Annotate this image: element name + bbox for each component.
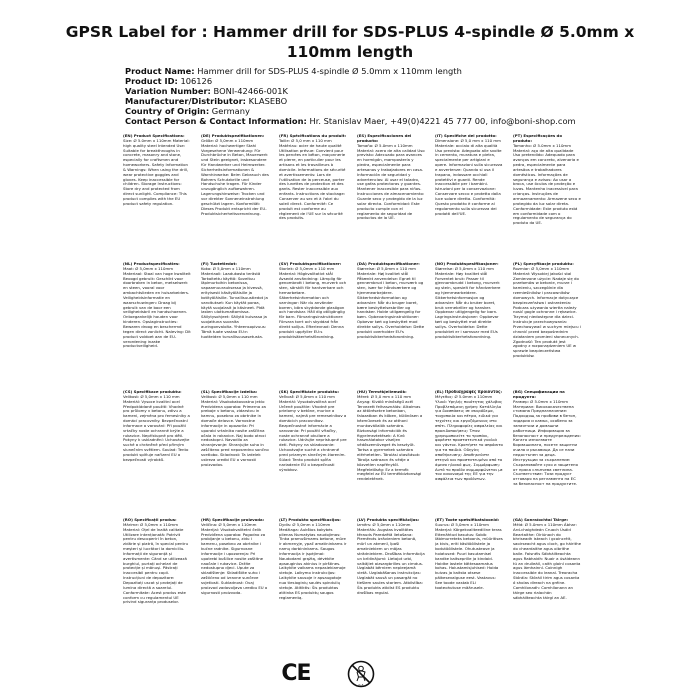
info-label: Variation Number: <box>125 86 211 96</box>
spec-text: Storlek: Ø 5,0mm x 110 mm Material: Högkvalitativt stål Avsedd användning: Lämplig för genombrott i betong, murverk och sten, särskilt för hantverkare och hemarbetare. Säkerhetsinformation och varningar: När du använder borren, bära skyddande glasögon och handskar. Håll dig otillgänglig för barn. Förvaringsinstruktioner: Förvara torrt och skyddad från direkt solljus. Efterlevnad: Denna produkt uppfyller EU:s produktsäkerhetsförordning. <box>279 265 347 339</box>
spec-text: Velikost: Ø 5,0mm x 110 mm Material: Visokokakovostno jeklo Predvidena uporaba: Primerno za preboje v betonu, zidarstvu in kamnu, posebno za obrtnike in domače delavce. Varnostne informacije in opozorila: Pri uporabi vrtalnika nosite zaščitna očala in rokavice. Naj bodo otroci nedostopni. Navodila za shranjevanje: Shranjujte suho in zaščiteno pred neposredno sončno svetlobo. Skladnost: Ta izdelek ustreza uredbi EU o varnosti proizvodov. <box>201 393 269 467</box>
spec-text: Størrelse: Ø 5,0mm x 110 mm Materiale: Høy kvalitet stål Forventet bruk: Passer til gjennombrudd i betong, murverk og stein, spesielt for håndverkere og hjemmearbeidere. Sikkerhetsinformasjon og advarsler: Når du bruker boret, bruk vernebriller og hansker. Oppbevar utilgjengelig for barn. Lagringsinstruksjoner: Oppbevar tørt og beskyttet mot direkte sollys. Overholdelse: Dette produktet er i samsvar med EUs produktsikkerhetsforordning. <box>435 265 501 339</box>
spec-block <box>357 518 425 636</box>
info-value: 106126 <box>180 76 213 86</box>
spec-heading: (FR) Spécifications du produit: <box>279 134 347 138</box>
spec-block <box>357 262 425 380</box>
spec-text: Dydis: Ø 5,0mm x 110mm Medžiaga: Aukštos kokybės plienas Numatytas naudojimas: Tinka pramušimams betone, mūre ir akmenyje, ypač amatininkams ir namų darbininkams. Saugos informacija ir įspėjimai: Naudodami grąžtą, dėvėkite apsauginius akinius ir pirštines. Laikykite vaikams nepasiekiamoje vietoje. Laikymo instrukcijos: Laikykite sausoje ir apsaugotoje nuo tiesioginių saulės spindulių vietoje. Atitiktis: Šis produktas atitinka ES produktų saugos reglamentą. <box>279 521 347 600</box>
info-label: Country of Origin: <box>125 106 210 116</box>
spec-text: Taille: Ø 5,0 mm x 110 mm Matériau: acier de haute qualité Utilisation prévue: Convient pour les percées en béton, maçonnerie et pierre, en particulier pour les artisans et les travailleurs à domicile. Informations de sécurité et avertissements: Lors de l'utilisation de la perceuse, porter des lunettes de protection et des gants. Rester inaccessible aux enfants. Instructions de stockage: Conserver au sec et à l'abri du soleil direct. Conformité: Ce produit est conforme au règlement de l'UE sur la sécurité des produits. <box>279 137 346 221</box>
spec-heading: (LT) Produkto specifikacijos: <box>279 518 341 522</box>
info-value: BONI-42466-001K <box>213 86 288 96</box>
spec-text: Méret: Ø 5,0 mm x 110 mm Anyag: Kiváló minőségű acél Tervezett felhasználás: Alkalmas az áttörésekre betonban, falazatban és kőben, különösen a kézművesek és az otthoni munkavállalók számára. Biztonsági információk és figyelmeztetések: A fúró használatakor viseljen védőszemüveget és kesztyűt. Tartsa a gyermekek számára elérhetetlen. Tárolási utasítások: Tárolja szárazon és védje a közvetlen napfénytől. Megfelelőség: Ez a termék megfelel az EU termékbiztonsági rendeletének. <box>357 393 423 482</box>
ce-mark: CE <box>281 661 311 686</box>
product-info <box>125 66 576 126</box>
spec-block <box>123 134 191 252</box>
spec-block <box>357 390 425 508</box>
spec-block <box>201 390 269 508</box>
spec-heading: (PT) Especificações do produto: <box>513 134 563 143</box>
info-label: Product ID: <box>125 76 178 86</box>
info-row <box>125 66 576 76</box>
spec-block <box>435 262 503 380</box>
spec-text: Μέγεθος: Ø 5.0mm x 110mm Υλικό: Υψηλής ποιότητας χάλυβας Προβλεπόμενη χρήση: Κατάλληλο για διασπάσεις σε σκυρόδεμα, τοιχοποιία και πέτρα, ειδικά για τεχνίτες και εργαζόμενους στο σπίτι. Πληροφορίες ασφαλείας και προειδοποιήσεις: Όταν χρησιμοποιείτε το τρυπάνι, φορέστε προστατευτικά γυαλιά και γάντια. Κρατήστε το απρόσιτο για τα παιδιά. Οδηγίες αποθήκευσης: Αποθηκεύστε στεγνό και προστατευμένο από το άμεσο ηλιακό φως. Συμμόρφωση: Αυτό το προϊόν συμμορφώνεται με τον κανονισμό της ΕΕ για την ασφάλεια των προϊόντων. <box>435 393 503 482</box>
spec-heading: (SK) Špecifikácie produktu: <box>279 390 340 394</box>
spec-text: Size: Ø 5.0mm x 110mm Material: high quality steel Intended Use: Suitable for breakthroughs in concrete, masonry and stone, especially for craftsmen and homeworkers. Safety Information & Warnings: When using the drill, wear protective goggles and gloves. Keep inaccessible for children. Storage Instructions: Store dry and protected from direct sunlight. Compliance: This product complies with the EU product safety regulation. <box>123 137 190 206</box>
spec-text: Størrelse: Ø 5,0mm x 110 mm Materiale: Høj kvalitet stål Påtænkt anvendelse: Egnet til gennembrud i beton, murværk og sten, især for håndværkere og hjemmearbejdere. Sikkerhedsinformation og advarsler: Når du bruger boret, bære beskyttelsesbriller og handsker. Holde utilgængelig for børn. Opbevaringsinstruktioner: Opbevar tørt og beskyttet mod direkte sollys. Overholdelse: Dette produkt overholder EU's produktsikkerhedsforordning. <box>357 265 425 339</box>
spec-block <box>513 262 581 380</box>
spec-heading: (DA) Produktspecifikationer: <box>357 262 420 266</box>
info-row <box>125 116 576 126</box>
info-row <box>125 96 576 106</box>
info-value: Hr. Stanislav Maer, +49(0)4221 45 777 00, info@boni-shop.com <box>309 116 576 126</box>
spec-block <box>279 262 347 380</box>
spec-text: Mărime: Ø 5,0mm x 110mm Material: Oțel de înaltă calitate Utilizare intenționată: Potrivit pentru descoperiri în beton, zidărie și piatră, în special pentru meșteri și lucrători la domiciliu. Informații de siguranță și avertismente: Când se utilizează burghiul, purtați ochelari de protecție și mănuși. Păstrați inaccesibil pentru copii. Instrucțiuni de depozitare: Depozitați uscat și protejați de lumina directă a soarelui. Conformitate: Acest produs este conform cu regulamentul UE privind siguranța produselor. <box>123 521 189 605</box>
info-row <box>125 106 576 116</box>
info-label: Product Name: <box>125 66 195 76</box>
spec-heading: (HU) Termékjellemzők: <box>357 390 407 394</box>
spec-block <box>357 134 425 252</box>
no-small-children-icon <box>347 660 375 688</box>
spec-heading: (EN) Product Specifications: <box>123 134 185 138</box>
spec-block <box>435 518 503 636</box>
spec-block <box>201 134 269 252</box>
info-row <box>125 76 576 86</box>
spec-block <box>279 134 347 252</box>
spec-heading: (PL) Specyfikacje produktu: <box>513 262 574 266</box>
spec-text: Dimensione: Ø 5,0 mm x 110 mm Materiale: acciaio di alta qualità Uso previsto: Adeguato alle svolte in cemento, muratura e pietra, specialmente per artigiani e opere. Informazioni sulla sicurezza e avvertenze: Quando si usa il trapano, indossare occhiali protettivi e guanti. Rende inaccessibile per i bambini. Istruzioni per la conservazione: Conservare secco e protetto dalla luce solare diretta. Conformità: Questo prodotto è conforme al regolamento sulla sicurezza dei prodotti dell'UE. <box>435 137 503 216</box>
spec-text: Méid: Ø 5.0mm x 110mm Ábhar: Ard-chaighdeán Cruach Úsáid Beartaithe: Oiriúnach do bhriseadh isteach i gcoincréit, saoirseacht agus cloch, go háirithe do cheardaithe agus oibrithe baile. Faisnéis Sábháilteachta agus Rabhaidh: Nuair a úsáideann tú an druileáil, caith gloiní cosanta agus lámhainní. Coinnigh inaccessible do leanaí. Treoracha Stórála: Stóráil tirim agus cosanta ó sholas díreach na gréine. Comhlíonadh: Comhlíonann an táirge seo rialachán sábháilteachta táirgí an AE. <box>513 521 581 600</box>
spec-text: Tamanho: Ø 5.0mm x 110mm Material: aço de alta qualidade Uso pretendido: Adequado para avanços em concreto, alvenaria e pedra, especialmente para artesãos e trabalhadores domésticos. Informações de segurança e avisos: Ao usar a broca, use óculos de proteção e luvas. Mantenha inacessível para crianças. Instruções de armazenamento: Armazene seco e protegido da luz solar direta. Conformidade: Este produto está em conformidade com o regulamento de segurança do produto da UE. <box>513 142 581 226</box>
spec-block <box>513 518 581 636</box>
spec-text: Veličina: Ø 5,0mm x 110mm Materijal: Visokokvalitetni čelik Predviđena uporaba: Pogodno za probijanje u betonu, zidu i kamenu, posebno za obrtnike i kućne radnike. Sigurnosne informacije i upozorenja: Pri upotrebi bušilice nosite zaštitne naočale i rukavice. Držite nedostupno djeci. Upute za skladištenje: Skladištite suho i zaštićeno od izravne sunčeve svjetlosti. Sukladnost: Ovaj proizvod zadovoljava uredbu EU o sigurnosti proizvoda. <box>201 521 268 595</box>
spec-heading: (DE) Produktspezifikationen: <box>201 134 265 138</box>
spec-heading: (SV) Produktspecifikationer: <box>279 262 342 266</box>
svg-text:0-3: 0-3 <box>358 683 364 687</box>
spec-heading: (NO) Produktspesifikasjoner: <box>435 262 499 266</box>
spec-text: Suurus: Ø 5,0mm x 110mm Materjal: Kõrgekvaliteediline teras Ettenähtud kasutus: Sobib läbimurreteks betoonis, müüritises ja kivis, eriti käsitöölistele ja kodutöölistele. Ohutusteave ja hoiatused: Puuri kasutamisel kandke kaitseprille ja kindaid. Hoidke lastele kättesaamatus kohas. Hoiustamisjuhised: Hoida kuivas ja kaitsta otsese päikesevalguse eest. Vastavus: See toode vastab ELi tooteohutuse määrusele. <box>435 521 503 590</box>
spec-heading: (IT) Specifiche del prodotto: <box>435 134 497 138</box>
spec-heading: (BG) Спецификации на продукта: <box>513 390 565 399</box>
info-value: Germany <box>211 106 250 116</box>
spec-block <box>201 262 269 380</box>
spec-text: Tamaño: Ø 5.0mm x 110mm Material: acero de alta calidad Uso previsto: Adecuado para avances en hormigón, mampostería y piedra, especialmente para artesanos y trabajadores en casa. Información de seguridad y advertencias: Al usar el taladro, use gafas protectoras y guantes. Mantener inaccesible para niños. Instrucciones de almacenamiento: Guarde seco y protegido de la luz solar directa. Conformidad: Este producto cumple con el reglamento de seguridad de productos de la UE. <box>357 142 425 221</box>
spec-heading: (FI) Tuotetiedot: <box>201 262 237 266</box>
spec-block <box>279 518 347 636</box>
spec-block <box>123 262 191 380</box>
spec-heading: (ET) Toote spetsifikatsioonid: <box>435 518 500 522</box>
spec-heading: (RO) Specificații produs: <box>123 518 177 522</box>
spec-block <box>513 134 581 252</box>
spec-block <box>279 390 347 508</box>
spec-text: Размер: Ø 5.0mm x 110mm Материал: Висококачествена стомана Предназначение: Подходящ за пробиви в бетон, зидария и камък, особено за занаятчии и домашни работници. Информация за безопасност и предупреждения: Когато използвате бормашината, носете защитни очила и ръкавици. Да се пази недостъпен за деца. Инструкции за съхранение: Съхранявайте сухо и защитено от пряка слънчева светлина. Съответствие: Този продукт отговаря на регламента на ЕС за безопасност на продуктите. <box>513 398 581 487</box>
spec-heading: (CS) Specifikace produktu: <box>123 390 182 394</box>
spec-block <box>123 390 191 508</box>
page-title: GPSR Label for : Hammer drill for SDS-PLUS 4-spindle Ø 5.0mm x 110mm length <box>65 23 635 61</box>
spec-text: Maat: Ø 5,0mm x 110mm Materiaal: Staal van hoge kwaliteit Beoogd gebruik: Geschikt voor doorbraken in beton, metselwerk en steen, vooral voor ambachtslieden en huisarbeiders. Veiligheidsinformatie en waarschuwingen: Draag bij gebruik van de boor een veiligheidsbril en handschoenen. Ontoegankelijk houden voor kinderen. Opslaginstructies: Bewaren droog en beschermd tegen direct zonlicht. Naleving: Dit product voldoet aan de EU-verordening inzake productveiligheid. <box>123 265 191 349</box>
info-label: Contact Person & Contact Information: <box>125 116 307 126</box>
info-value: Hammer drill for SDS-PLUS 4-spindle Ø 5.0mm x 110mm length <box>197 66 462 76</box>
spec-block <box>435 134 503 252</box>
spec-block <box>123 518 191 636</box>
info-row <box>125 86 576 96</box>
spec-text: Velikost: Ø 5,0mm x 110 mm Materiál: Vysoce kvalitní ocel Předpokládané použití: Vhodné pro průlomy v betonu, zdivu a kameni, zejména pro řemeslníky a domácí pracovníky. Bezpečnostní informace a varování: Při použití vrtačky noste ochranné brýle a rukavice. Nepřístupné pro děti. Pokyny k uskladnění: Uchovávejte suché a chráněné před přímým slunečním světlem. Soulad: Tento produkt splňuje nařízení EU o bezpečnosti výrobků. <box>123 393 190 462</box>
spec-heading: (GA) Sonraíochtaí Táirge: <box>513 518 569 522</box>
spec-block <box>435 390 503 508</box>
spec-heading: (EL) Προδιαγραφές προϊόντος: <box>435 390 502 394</box>
spec-block <box>201 518 269 636</box>
spec-heading: (LV) Produkta specifikācijas: <box>357 518 420 522</box>
spec-heading: (ES) Especificaciones del producto: <box>357 134 412 143</box>
spec-text: Größe: Ø 5,0mm x 110mm Material: hochwertiger Stahl Vorgesehene Verwendung: Für Durchbrüche in Beton, Mauerwerk und Stein geeignet, insbesondere für Handwerker und Heimwerker. Sicherheitsinformationen & Warnhinweise: Beim Gebrauch des Bohrers Schutzbrille und Handschuhe tragen. Für Kinder unzugänglich aufbewahren. Lagerungshinweise: Trocken und vor direkter Sonneneinstrahlung geschützt lagern. Konformität: Dieses Produkt entspricht der EU-Produktsicherheitsverordnung. <box>201 137 269 216</box>
spec-heading: (NL) Productspecificaties: <box>123 262 180 266</box>
spec-heading: (SL) Specifikacije izdelka: <box>201 390 258 394</box>
spec-heading: (HR) Specifikacije proizvoda: <box>201 518 265 522</box>
spec-text: Izmērs: Ø 5,0mm x 110mm Materiāls: Augstas kvalitātes tērauds Paredzētā lietošana: Piemērots izrāvieniem betonā, mūrī un akmenī, īpaši amatniekiem un mājas strādniekiem. Drošības informācija un brīdinājumi: Lietojot urbi, valkājiet aizsargbrilles un cimdus. Uzglabāt bērniem nepieejamā vietā. Uzglabāšanas instrukcijas: Uzglabāt sausā un pasargāt no tiešiem saules stariem. Atbilstība: Šis produkts atbilst ES produktu drošības regulai. <box>357 521 425 595</box>
info-value: KLASEBO <box>248 96 288 106</box>
spec-text: Koko: Ø 5,0mm x 110mm Materiaali: Laadukasta terästä Tarkoitettu käyttö: Soveltuu läpimurtoihin betonissa, vapaamuurauksessa ja kivessä, erityisesti käsityöläisille ja kotityöläisille. Turvallisuustiedot ja varoitukset: Kun käytät poraa, käytä suojalasit ja käsineet. Pidä lasten ulottumattomissa. Säilytysohjeet: Säilytä kuivassa ja suojattuna suoralta auringonvalolta. Yhteensopivuus: Tämä tuote vastaa EU:n tuotteiden turvallisuusasetusta. <box>201 265 268 339</box>
info-label: Manufacturer/Distributor: <box>125 96 247 106</box>
spec-text: Veľkosť: Ø 5,0mm x 110 mm Materiál: Vysokokvalitná oceľ Určené použitie: Vhodné pre prielomy v betóne, murive a kameni, najmä pre remeselníkov a domácich pracovníkov. Bezpečnostné informácie a varovania: Pri použití vŕtačky, noste ochranné okuliare a rukavice. Udržujte neprístupné pre deti. Pokyny na skladovanie: Uchovávajte suché a chránené pred priamym slnečným žiarením. Súlad: Tento produkt spĺňa nariadenie EÚ o bezpečnosti výrobkov. <box>279 393 347 472</box>
spec-text: Rozmiar: Ø 5,0mm x 110mm Materiał: Wysokiej jakości stal Zamierzone użycie: Nadaje się do przełomów w betonie, murze i kamieniu, szczególnie dla rzemieślników i pracowników domowych. Informacje dotyczące bezpieczeństwa i ostrzeżenia: Podczas używania wiertła należy nosić gogle ochronne i rękawice. Trzymaj niedostępne dla dzieci. Instrukcje przechowywania: Przechowywać w suchym miejscu i chronić przed bezpośrednim działaniem promieni słonecznych. Zgodność: Ten produkt jest zgodny z rozporządzeniem UE w sprawie bezpieczeństwa produktów. <box>513 265 581 359</box>
spec-block <box>513 390 581 508</box>
